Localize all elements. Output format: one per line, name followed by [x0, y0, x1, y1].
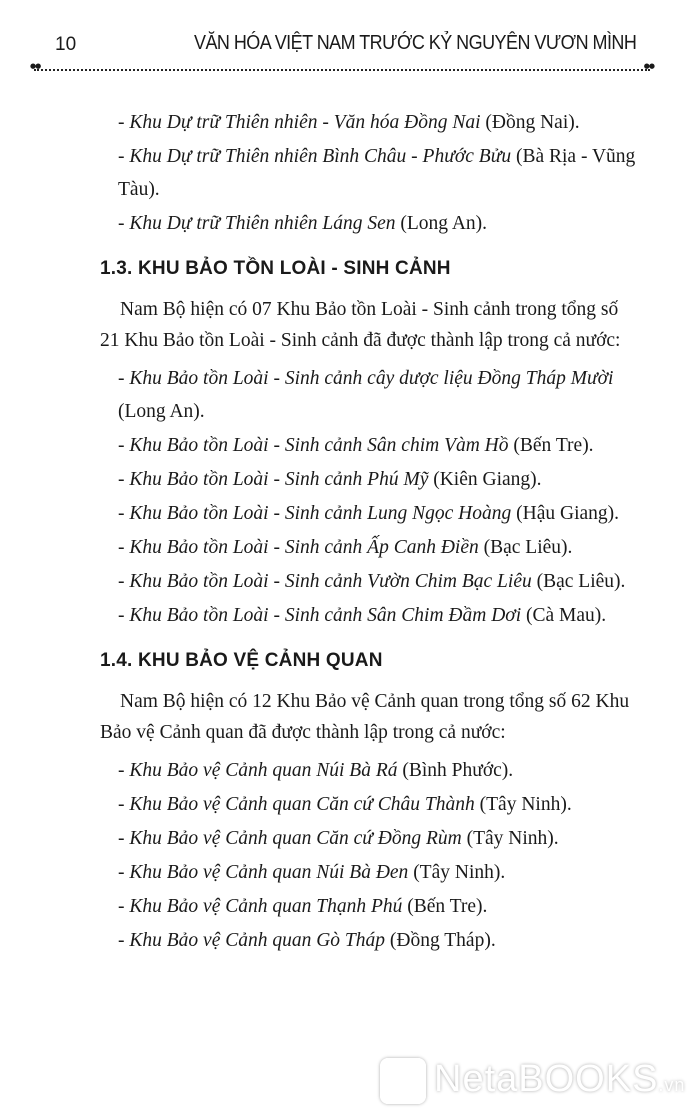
item-place: (Bà Rịa - Vũng Tàu).	[118, 146, 636, 200]
item-place: (Cà Mau).	[521, 605, 607, 626]
list-item	[118, 106, 640, 139]
page-number: 10	[55, 34, 77, 55]
item-place: (Tây Ninh).	[408, 862, 506, 883]
item-place: (Đồng Tháp).	[385, 930, 496, 951]
item-name: - Khu Bảo tồn Loài - Sinh cảnh Vườn Chim Bạc Liêu	[118, 571, 532, 592]
list-item	[118, 924, 640, 957]
item-name: - Khu Dự trữ Thiên nhiên - Văn hóa Đồng Nai	[118, 112, 481, 133]
item-place: (Bến Tre).	[402, 896, 488, 917]
heading-1-4: 1.4. KHU BẢO VỆ CẢNH QUAN	[100, 650, 383, 671]
list-item	[118, 497, 640, 530]
item-name: - Khu Bảo vệ Cảnh quan Thạnh Phú	[118, 896, 403, 917]
list-item	[118, 788, 640, 821]
list-item	[118, 531, 640, 564]
item-name: - Khu Bảo vệ Cảnh quan Núi Bà Đen	[118, 862, 409, 883]
watermark-brand: NetaBOOKS	[434, 1058, 659, 1101]
list-item	[118, 890, 640, 923]
item-place: (Bạc Liêu).	[531, 571, 626, 592]
item-name: - Khu Dự trữ Thiên nhiên Láng Sen	[118, 213, 396, 234]
item-name: - Khu Bảo tồn Loài - Sinh cảnh Phú Mỹ	[118, 469, 429, 490]
item-place: (Bạc Liêu).	[478, 537, 573, 558]
intro-1-3: Nam Bộ hiện có 07 Khu Bảo tồn Loài - Sinh cảnh trong tổng số 21 Khu Bảo tồn Loài - Sinh cảnh đã được thành lập trong cả nước:	[100, 299, 621, 351]
item-place: (Hậu Giang).	[511, 503, 620, 524]
item-place: (Đồng Nai).	[480, 112, 580, 133]
item-name: - Khu Bảo vệ Cảnh quan Gò Tháp	[118, 930, 386, 951]
item-place: (Kiên Giang).	[428, 469, 542, 490]
item-name: - Khu Bảo tồn Loài - Sinh cảnh cây dược liệu Đồng Tháp Mười	[118, 368, 614, 389]
page-body	[100, 106, 640, 958]
running-header	[0, 30, 700, 60]
list-item	[118, 463, 640, 496]
header-divider	[34, 69, 650, 71]
item-place: (Long An).	[395, 213, 488, 234]
list-landscape	[100, 754, 640, 957]
item-place: (Bến Tre).	[508, 435, 594, 456]
item-name: - Khu Bảo tồn Loài - Sinh cảnh Sân chim Vàm Hồ	[118, 435, 509, 456]
list-item	[118, 822, 640, 855]
list-item	[118, 599, 640, 632]
item-place: (Tây Ninh).	[474, 794, 572, 815]
list-item	[118, 856, 640, 889]
list-reserves	[100, 106, 640, 240]
item-name: - Khu Bảo vệ Cảnh quan Căn cứ Châu Thành	[118, 794, 475, 815]
list-item	[118, 140, 640, 206]
list-item	[118, 207, 640, 240]
item-name: - Khu Bảo vệ Cảnh quan Núi Bà Rá	[118, 760, 398, 781]
item-place: (Bình Phước).	[397, 760, 514, 781]
list-item	[118, 754, 640, 787]
item-name: - Khu Dự trữ Thiên nhiên Bình Châu - Phước Bửu	[118, 146, 512, 167]
netabooks-logo-icon	[380, 1058, 426, 1104]
item-place: (Tây Ninh).	[461, 828, 559, 849]
intro-1-4: Nam Bộ hiện có 12 Khu Bảo vệ Cảnh quan trong tổng số 62 Khu Bảo vệ Cảnh quan đã được thành lập trong cả nước:	[100, 691, 630, 743]
netabooks-watermark	[380, 1058, 685, 1104]
item-place: (Long An).	[118, 401, 205, 422]
heading-1-3: 1.3. KHU BẢO TỒN LOÀI - SINH CẢNH	[100, 258, 451, 279]
item-name: - Khu Bảo tồn Loài - Sinh cảnh Lung Ngọc Hoàng	[118, 503, 512, 524]
book-title: VĂN HÓA VIỆT NAM TRƯỚC KỶ NGUYÊN VƯƠN MÌNH	[194, 32, 637, 54]
watermark-suffix: .vn	[658, 1075, 686, 1096]
list-item	[118, 429, 640, 462]
list-item	[118, 565, 640, 598]
list-species-habitat	[100, 362, 640, 632]
item-name: - Khu Bảo vệ Cảnh quan Căn cứ Đồng Rùm	[118, 828, 462, 849]
list-item	[118, 362, 640, 428]
item-name: - Khu Bảo tồn Loài - Sinh cảnh Sân Chim Đầm Dơi	[118, 605, 522, 626]
item-name: - Khu Bảo tồn Loài - Sinh cảnh Ấp Canh Điền	[118, 537, 479, 558]
